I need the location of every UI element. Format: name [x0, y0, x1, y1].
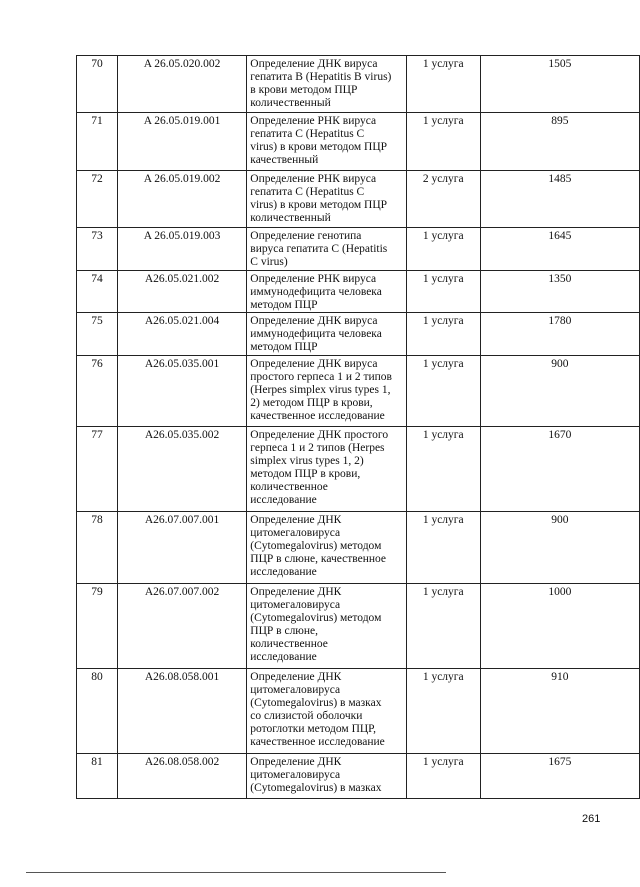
table-row [77, 271, 640, 313]
service-code: A26.07.007.002 [117, 584, 246, 669]
service-price: 910 [480, 669, 639, 754]
service-unit: 1 услуга [406, 313, 480, 356]
service-name: Определение РНК вируса гепатита C (Hepatitus C virus) в крови методом ПЦР количественный [247, 171, 406, 228]
service-unit: 2 услуга [406, 171, 480, 228]
table-row [77, 228, 640, 271]
row-number: 74 [77, 271, 118, 313]
service-price: 900 [480, 512, 639, 584]
service-code: A 26.05.019.001 [117, 113, 246, 171]
service-code: A 26.05.020.002 [117, 56, 246, 113]
service-price: 1000 [480, 584, 639, 669]
service-unit: 1 услуга [406, 669, 480, 754]
service-price: 1670 [480, 427, 639, 512]
service-code: A 26.05.019.003 [117, 228, 246, 271]
row-number: 76 [77, 356, 118, 427]
service-unit: 1 услуга [406, 427, 480, 512]
table-row [77, 113, 640, 171]
row-number: 79 [77, 584, 118, 669]
service-name: Определение ДНК цитомегаловируса (Cytomegalovirus) в мазках со слизистой оболочки ротоглотки методом ПЦР, качественное исследование [247, 669, 406, 754]
table-row [77, 427, 640, 512]
table-row [77, 669, 640, 754]
service-price: 1350 [480, 271, 639, 313]
service-code: A26.05.021.004 [117, 313, 246, 356]
price-list-table [76, 55, 640, 799]
table-row [77, 584, 640, 669]
service-name: Определение ДНК цитомегаловируса (Cytomegalovirus) в мазках [247, 754, 406, 799]
service-unit: 1 услуга [406, 56, 480, 113]
service-code: A26.05.035.002 [117, 427, 246, 512]
service-name: Определение генотипа вируса гепатита C (Hepatitis C virus) [247, 228, 406, 271]
service-price: 1780 [480, 313, 639, 356]
service-name: Определение ДНК вируса простого герпеса 1 и 2 типов (Herpes simplex virus types 1, 2) методом ПЦР в крови, качественное исследование [247, 356, 406, 427]
table-row [77, 171, 640, 228]
page-number: 261 [582, 813, 601, 825]
footer-divider [26, 872, 446, 873]
service-price: 1645 [480, 228, 639, 271]
table-row [77, 512, 640, 584]
service-name: Определение ДНК цитомегаловируса (Cytomegalovirus) методом ПЦР в слюне, количественное исследование [247, 584, 406, 669]
service-unit: 1 услуга [406, 356, 480, 427]
table-row [77, 56, 640, 113]
row-number: 81 [77, 754, 118, 799]
service-price: 1505 [480, 56, 639, 113]
table-row [77, 754, 640, 799]
row-number: 70 [77, 56, 118, 113]
row-number: 71 [77, 113, 118, 171]
service-unit: 1 услуга [406, 113, 480, 171]
service-unit: 1 услуга [406, 271, 480, 313]
service-code: A26.07.007.001 [117, 512, 246, 584]
service-price: 1485 [480, 171, 639, 228]
service-unit: 1 услуга [406, 584, 480, 669]
service-unit: 1 услуга [406, 754, 480, 799]
service-code: A26.08.058.002 [117, 754, 246, 799]
service-unit: 1 услуга [406, 512, 480, 584]
price-list-body [77, 56, 640, 799]
service-code: A26.05.021.002 [117, 271, 246, 313]
row-number: 72 [77, 171, 118, 228]
row-number: 75 [77, 313, 118, 356]
service-price: 1675 [480, 754, 639, 799]
service-name: Определение ДНК вируса иммунодефицита человека методом ПЦР [247, 313, 406, 356]
service-code: A26.05.035.001 [117, 356, 246, 427]
service-code: A 26.05.019.002 [117, 171, 246, 228]
service-name: Определение ДНК цитомегаловируса (Cytomegalovirus) методом ПЦР в слюне, качественное исследование [247, 512, 406, 584]
service-name: Определение РНК вируса гепатита C (Hepatitus C virus) в крови методом ПЦР качественный [247, 113, 406, 171]
service-name: Определение ДНК вируса гепатита B (Hepatitis B virus) в крови методом ПЦР количественный [247, 56, 406, 113]
table-row [77, 313, 640, 356]
service-name: Определение ДНК простого герпеса 1 и 2 типов (Herpes simplex virus types 1, 2) методом ПЦР в крови, количественное исследование [247, 427, 406, 512]
service-unit: 1 услуга [406, 228, 480, 271]
service-price: 895 [480, 113, 639, 171]
service-price: 900 [480, 356, 639, 427]
row-number: 78 [77, 512, 118, 584]
row-number: 80 [77, 669, 118, 754]
service-name: Определение РНК вируса иммунодефицита человека методом ПЦР [247, 271, 406, 313]
row-number: 77 [77, 427, 118, 512]
table-row [77, 356, 640, 427]
row-number: 73 [77, 228, 118, 271]
service-code: A26.08.058.001 [117, 669, 246, 754]
